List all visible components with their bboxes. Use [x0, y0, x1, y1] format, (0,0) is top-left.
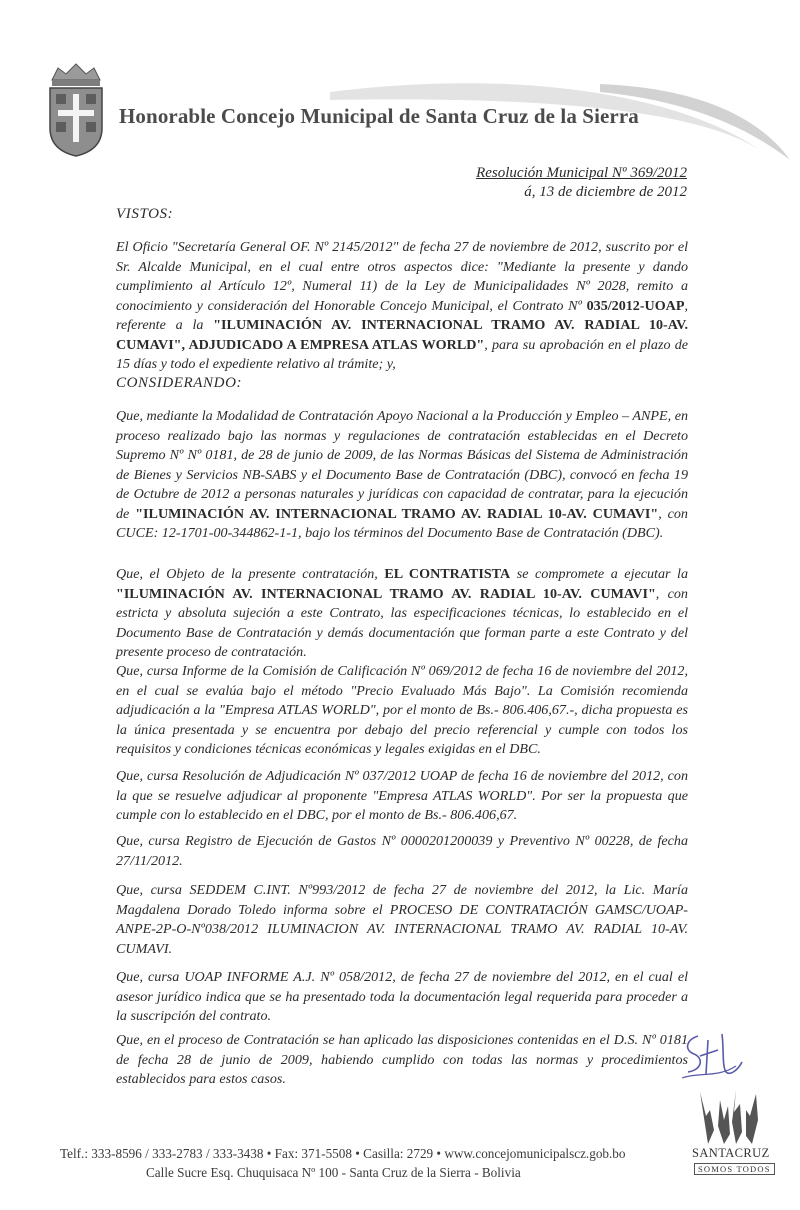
- municipal-coat-of-arms-icon: [44, 62, 108, 158]
- considerando-paragraph-2: Que, el Objeto de la presente contratación, EL CONTRATISTA se compromete a ejecutar la "ILUMINACIÓN AV. INTERNACIONAL TRAMO AV. RADIAL 10-AV. CUMAVI", con estricta y absoluta sujeción a este Contrato, las especificaciones técnicas, lo establecido en el Documento Base de Contratación y demás documentación que forman parte a este Contrato y del presente proceso de contratación.: [116, 566, 688, 660]
- considerando-paragraph-4: Que, cursa Resolución de Adjudicación Nº 037/2012 UOAP de fecha 16 de noviembre del 2012, con la que se resuelve adjudicar al proponente "Empresa ATLAS WORLD". Por ser la propuesta que cumple con lo establecido en el DBC, por el monto de Bs.- 806.406,67.: [116, 768, 688, 823]
- resolution-date: á, 13 de diciembre de 2012: [524, 184, 687, 200]
- vistos-paragraph: El Oficio "Secretaría General OF. Nº 2145/2012" de fecha 27 de noviembre de 2012, suscrito por el Sr. Alcalde Municipal, en el cual entre otros aspectos dice: "Mediante la presente y dando cumplimiento al Artículo 12º, Numeral 11) de la Ley de Municipalidades Nº 2028, remito a conocimiento y consideración del Honorable Concejo Municipal, el Contrato Nº 035/2012-UOAP, referente a la "ILUMINACIÓN AV. INTERNACIONAL TRAMO AV. RADIAL 10-AV. CUMAVI", ADJUDICADO A EMPRESA ATLAS WORLD", para su aprobación en el plazo de 15 días y todo el expediente relativo al trámite; y,: [116, 239, 688, 372]
- considerando-paragraph-7: Que, cursa UOAP INFORME A.J. Nº 058/2012, de fecha 27 de noviembre del 2012, en el cual el asesor jurídico indica que se ha presentado toda la documentación legal requerida para proceder a la suscripción del contrato.: [116, 969, 688, 1024]
- brand-logo-tagline: SOMOS TODOS: [694, 1163, 775, 1175]
- considerando-paragraph-8: Que, en el proceso de Contratación se han aplicado las disposiciones contenidas en el D.S. Nº 0181 de fecha 28 de junio de 2009, habiendo cumplido con todas las normas y procedimientos establecidos para estos casos.: [116, 1032, 688, 1087]
- vistos-heading: VISTOS:: [116, 206, 174, 222]
- organization-title: Honorable Concejo Municipal de Santa Cruz de la Sierra: [119, 104, 639, 128]
- considerando-paragraph-3: Que, cursa Informe de la Comisión de Calificación Nº 069/2012 de fecha 16 de noviembre del 2012, en el cual se evalúa bajo el método "Precio Evaluado Más Bajo". La Comisión recomienda adjudicación a la "Empresa ATLAS WORLD", por el monto de Bs.- 806.406,67.-, dicha propuesta es la única presentada y se encuentra por debajo del precio referencial y cumple con todos los requisitos y condiciones técnicas económicas y legales exigidas en el DBC.: [116, 663, 688, 757]
- considerando-heading: CONSIDERANDO:: [116, 375, 243, 391]
- handwritten-signature-icon: [678, 1026, 748, 1088]
- footer-address-line: Calle Sucre Esq. Chuquisaca Nº 100 - Santa Cruz de la Sierra - Bolivia: [146, 1165, 521, 1180]
- considerando-paragraph-1: Que, mediante la Modalidad de Contratación Apoyo Nacional a la Producción y Empleo – ANPE, en proceso realizado bajo las normas y regulaciones de contratación establecidas en el Decreto Supremo Nº Nº 0181, de 28 de junio de 2009, de las Normas Básicas del Sistema de Administración de Bienes y Servicios NB-SABS y el Documento Base de Contratación (DBC), convocó en fecha 19 de Octubre de 2012 a personas naturales y jurídicas con capacidad de contratar, para la ejecución de "ILUMINACIÓN AV. INTERNACIONAL TRAMO AV. RADIAL 10-AV. CUMAVI", con CUCE: 12-1701-00-344862-1-1, bajo los términos del Documento Base de Contratación (DBC).: [116, 408, 688, 541]
- resolution-number: Resolución Municipal Nº 369/2012: [476, 165, 687, 181]
- footer-contact-line: Telf.: 333-8596 / 333-2783 / 333-3438 • Fax: 371-5508 • Casilla: 2729 • www.concejomunicipalscz.gob.bo: [60, 1146, 626, 1161]
- brand-logo-name: SANTACRUZ: [692, 1146, 770, 1160]
- considerando-paragraph-6: Que, cursa SEDDEM C.INT. Nº993/2012 de fecha 27 de noviembre del 2012, la Lic. María Magdalena Dorado Toledo informa sobre el PROCESO DE CONTRATACIÓN GAMSC/UOAP-ANPE-2P-O-Nº038/2012 ILUMINACION AV. INTERNACIONAL TRAMO AV. RADIAL 10-AV. CUMAVI.: [116, 882, 688, 957]
- considerando-paragraph-5: Que, cursa Registro de Ejecución de Gastos Nº 0000201200039 y Preventivo Nº 00228, de fecha 27/11/2012.: [116, 833, 688, 869]
